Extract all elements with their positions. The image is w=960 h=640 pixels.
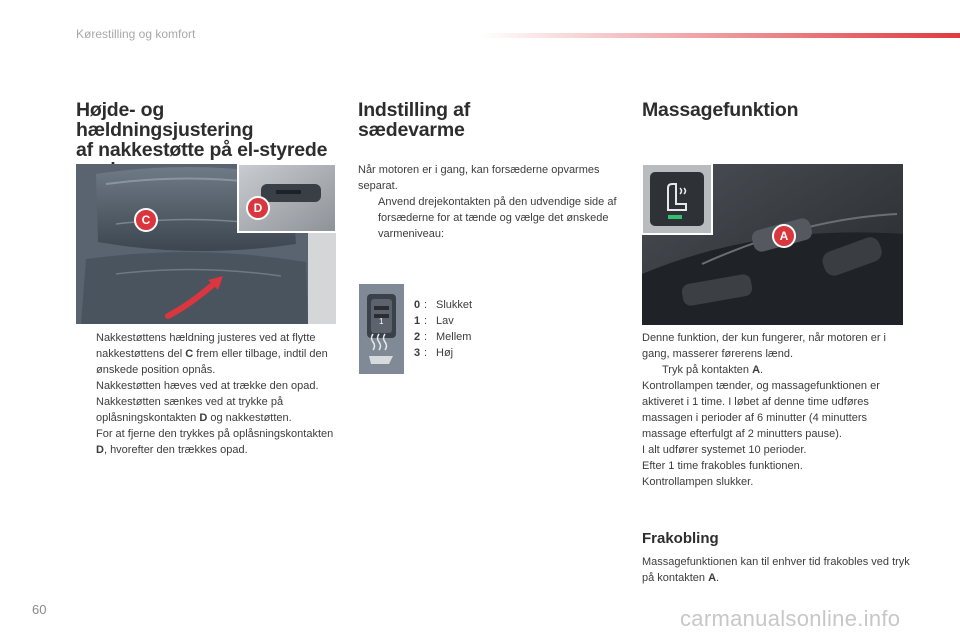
seat-heating-title-line: sædevarme xyxy=(358,119,465,141)
massage-title: Massagefunktion xyxy=(642,99,799,121)
seat-heating-title-line: Indstilling af xyxy=(358,99,471,121)
page-number: 60 xyxy=(32,602,47,617)
massage-paragraph: Kontrollampen tænder, og massagefunktionen er aktiveret i 1 time. I løbet af denne time udføres massagen i perioder af 6 minutter (4 minutters massage efterfulgt af 2 minutters pause). xyxy=(642,380,880,440)
list-item: Nakkestøtten sænkes ved at trykke på oplåsningskontakten D og nakkestøtten. xyxy=(96,396,292,424)
headrest-title-line: Højde- og hældningsjustering xyxy=(76,99,254,141)
seat-heating-title xyxy=(358,100,618,140)
callout-c: C xyxy=(134,208,158,232)
list-item: 0 : Slukket xyxy=(414,299,473,311)
heating-levels xyxy=(414,297,472,361)
headrest-photo xyxy=(76,164,336,324)
list-item: Nakkestøttens hældning justeres ved at flytte nakkestøttens del C frem eller tilbage, indtil den ønskede position opnås. xyxy=(96,332,328,376)
massage-paragraph: Kontrollampen slukker. xyxy=(642,476,754,488)
list-item: Tryk på kontakten A. xyxy=(662,364,764,376)
seat-heating-intro: Når motoren er i gang, kan forsæderne opvarmes separat. xyxy=(358,164,600,192)
headrest-title-line: af nakkestøtte på el-styrede xyxy=(76,139,328,161)
heating-knob-photo xyxy=(359,284,404,374)
callout-d: D xyxy=(246,196,270,220)
header-accent-line xyxy=(480,33,960,38)
headrest-instructions xyxy=(76,330,342,458)
watermark: carmanualsonline.info xyxy=(680,606,901,631)
callout-a: A xyxy=(772,224,796,248)
disconnect-text: Massagefunktionen kan til enhver tid frakobles ved tryk på kontakten A. xyxy=(642,556,910,584)
list-item: For at fjerne den trykkes på oplåsningskontakten D, hvorefter den trækkes opad. xyxy=(96,428,334,456)
list-item: 3 : Høj xyxy=(414,347,454,359)
list-item: Anvend drejekontakten på den udvendige side af forsæderne for at tænde og vælge det ønskede varmeniveau: xyxy=(378,196,617,240)
massage-paragraph: I alt udfører systemet 10 perioder. xyxy=(642,444,807,456)
list-item: 1 : Lav xyxy=(414,315,454,327)
massage-intro: Denne funktion, der kun fungerer, når motoren er i gang, masserer førerens lænd. xyxy=(642,332,886,360)
list-item: Nakkestøtten hæves ved at trække den opad. xyxy=(96,380,319,392)
massage-paragraph: Efter 1 time frakobles funktionen. xyxy=(642,460,803,472)
seat-heating-text xyxy=(358,162,618,242)
disconnect-title: Frakobling xyxy=(642,530,719,547)
massage-text xyxy=(642,330,912,490)
list-item: 2 : Mellem xyxy=(414,331,472,343)
knob-position-label: 1 xyxy=(379,317,384,326)
header-title: Kørestilling og komfort xyxy=(76,27,196,41)
massage-photo xyxy=(642,164,903,325)
